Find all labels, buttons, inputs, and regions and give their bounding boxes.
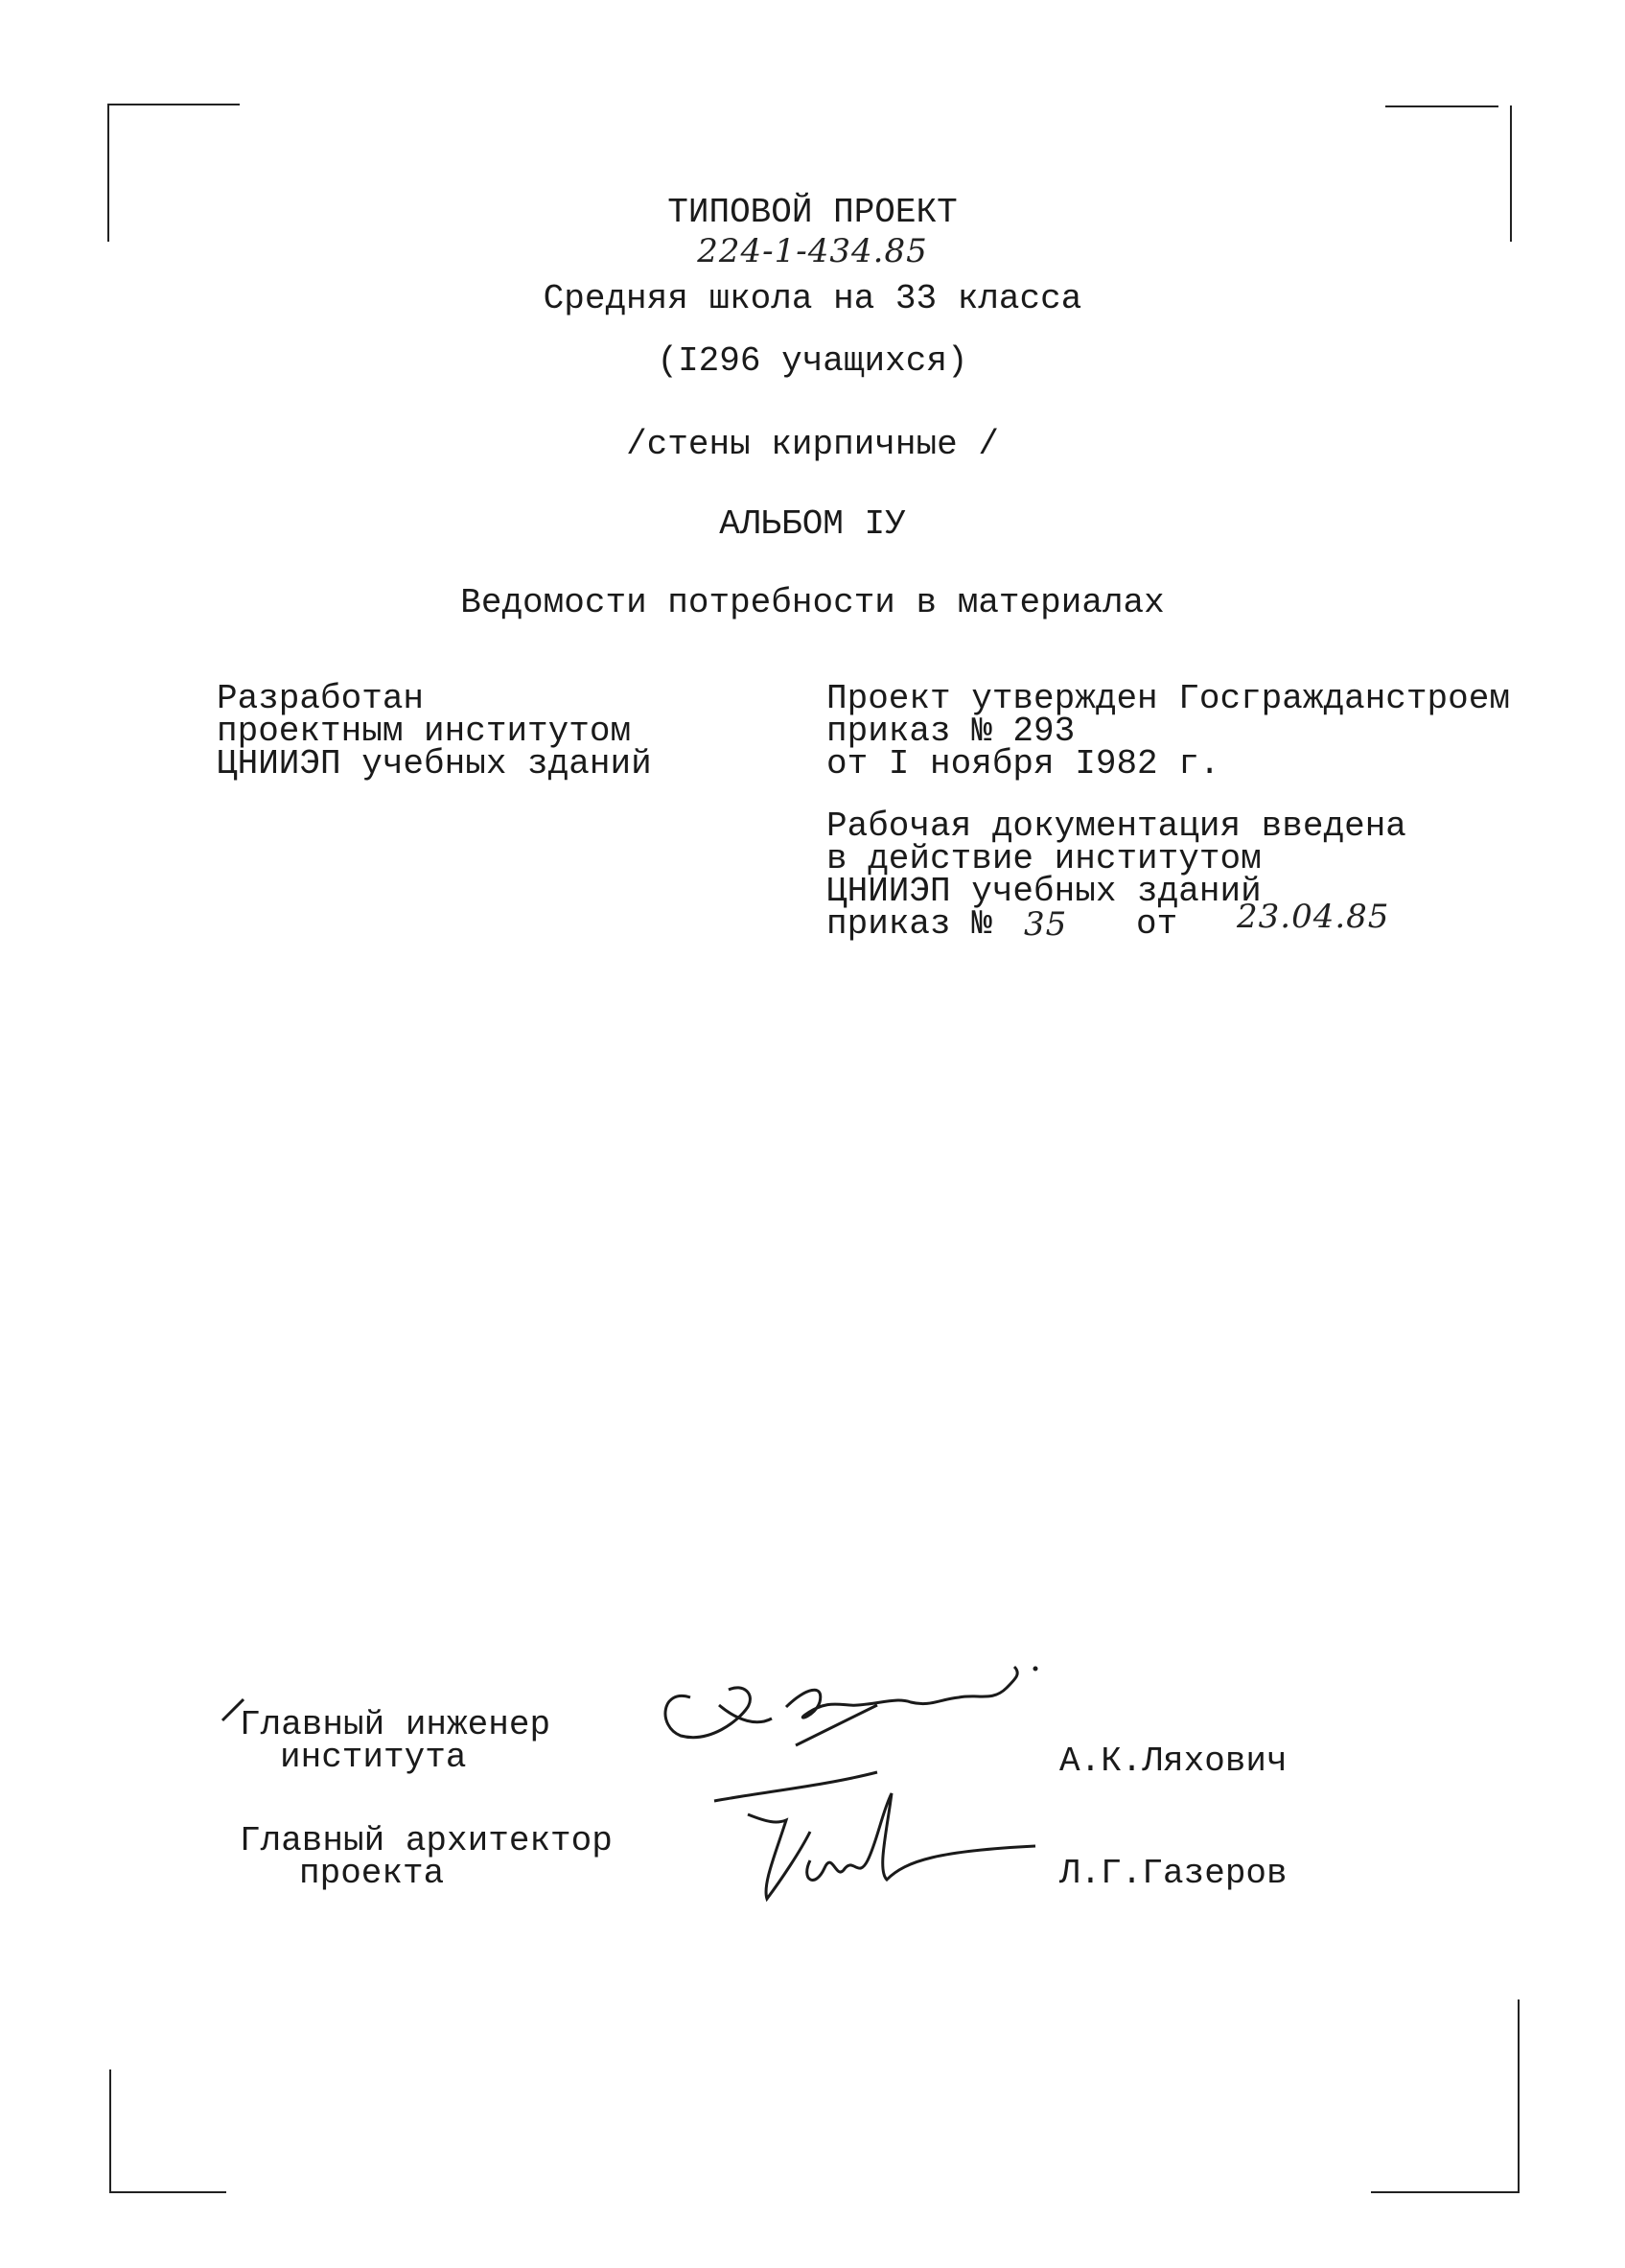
corner-mark-top-right-h bbox=[1385, 105, 1498, 107]
album-title: АЛЬБОМ IУ bbox=[719, 504, 906, 544]
corner-mark-bottom-left-h bbox=[109, 2191, 226, 2193]
chief-architect-title-line: проекта bbox=[299, 1854, 445, 1893]
chief-architect-name: Л.Г.Газеров bbox=[1059, 1854, 1288, 1893]
enactment-block bbox=[826, 807, 1406, 911]
chief-architect-title-line: Главный архитектор bbox=[240, 1821, 613, 1860]
doc-type-title: ТИПОВОЙ ПРОЕКТ bbox=[667, 193, 958, 232]
project-number: 224-1-434.85 bbox=[697, 232, 928, 270]
tick-mark bbox=[219, 1695, 247, 1724]
chief-engineer-name: А.К.Ляхович bbox=[1059, 1742, 1288, 1781]
order-prefix: приказ № bbox=[826, 904, 992, 944]
approval-line: Проект утвержден Госгражданстроем bbox=[826, 679, 1510, 718]
chief-engineer-title-line: Главный инженер bbox=[240, 1705, 551, 1744]
developer-line: проектным институтом bbox=[217, 712, 632, 751]
date-prefix: от bbox=[1136, 904, 1178, 944]
corner-mark-bottom-right-v bbox=[1518, 1999, 1520, 2192]
walls-note: /стены кирпичные / bbox=[626, 425, 999, 464]
enactment-line: ЦНИИЭП учебных зданий bbox=[826, 872, 1262, 911]
order-date: 23.04.85 bbox=[1237, 898, 1390, 936]
corner-mark-bottom-right-h bbox=[1371, 2191, 1520, 2193]
chief-engineer-title bbox=[240, 1705, 551, 1777]
approval-block bbox=[826, 679, 1510, 783]
developer-line: Разработан bbox=[217, 679, 425, 718]
school-title: Средняя школа на 33 класса bbox=[543, 279, 1082, 318]
corner-mark-bottom-left-v bbox=[109, 2069, 111, 2192]
enactment-line: Рабочая документация введена bbox=[826, 807, 1406, 846]
chief-engineer-signature bbox=[652, 1630, 1112, 1774]
developer-block bbox=[217, 679, 652, 783]
corner-mark-top-left-h bbox=[107, 104, 240, 105]
album-subject: Ведомости потребности в материалах bbox=[460, 583, 1165, 622]
developer-line: ЦНИИЭП учебных зданий bbox=[217, 744, 652, 783]
approval-line: от I ноября I982 г. bbox=[826, 744, 1220, 783]
enactment-line: в действие институтом bbox=[826, 839, 1262, 878]
approval-line: приказ № 293 bbox=[826, 712, 1076, 751]
order-number: 35 bbox=[1024, 905, 1068, 944]
chief-engineer-title-line: института bbox=[280, 1738, 467, 1777]
students-count: (I296 учащихся) bbox=[657, 341, 968, 381]
chief-architect-signature bbox=[709, 1755, 1055, 1908]
chief-architect-title bbox=[240, 1821, 613, 1893]
